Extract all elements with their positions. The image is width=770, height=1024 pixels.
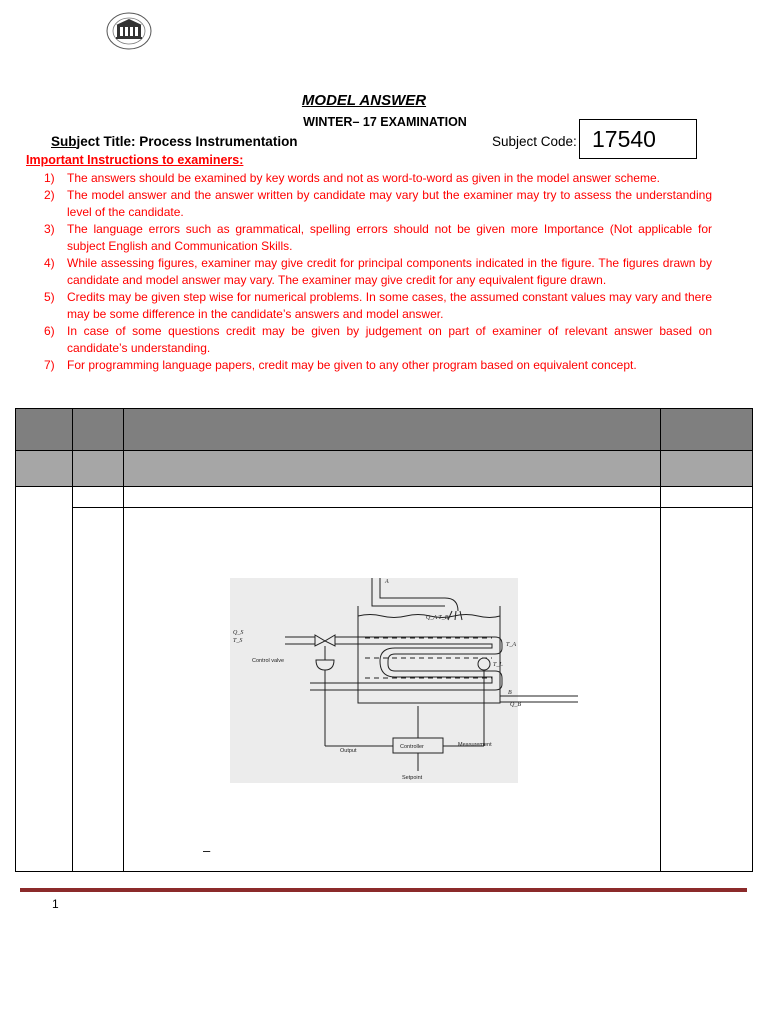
- instruction-number: 7): [44, 358, 55, 372]
- footer-divider: [20, 888, 747, 892]
- label-measurement: Measurement: [458, 742, 492, 748]
- instruction-number: 5): [44, 290, 55, 304]
- instruction-item: [44, 289, 712, 323]
- instruction-item: [44, 323, 712, 357]
- label-qa-tb: Q_A T_B: [426, 615, 449, 621]
- subject-code-label: Subject Code:: [492, 134, 577, 149]
- instruction-item: [44, 357, 712, 374]
- label-setpoint: Setpoint: [402, 775, 423, 781]
- subject-code-value: 17540: [592, 125, 656, 152]
- instructions-heading: Important Instructions to examiners:: [26, 153, 244, 167]
- instruction-text: Credits may be given step wise for numerical problems. In some cases, the assumed constant values may vary and there may be some difference in the candidate’s answers and model answer.: [67, 290, 712, 321]
- label-ts: T_S: [233, 638, 243, 644]
- instruction-text: The answers should be examined by key words and not as word-to-word as given in the model answer scheme.: [67, 171, 660, 185]
- subject-title-rest: ject Title: Process Instrumentation: [76, 134, 298, 149]
- instruction-item: [44, 187, 712, 221]
- exam-title: WINTER– 17 EXAMINATION: [303, 115, 467, 129]
- label-b: B: [508, 690, 512, 696]
- label-a: A: [385, 579, 389, 585]
- institution-seal-icon: [104, 10, 154, 52]
- instruction-number: 4): [44, 256, 55, 270]
- instruction-number: 1): [44, 171, 55, 185]
- label-control-valve: Control valve: [252, 658, 285, 664]
- instruction-text: For programming language papers, credit may be given to any other program based on equivalent concept.: [67, 358, 637, 372]
- instruction-item: [44, 221, 712, 255]
- label-output: Output: [340, 748, 357, 754]
- instruction-number: 2): [44, 188, 55, 202]
- dash-mark: –: [203, 843, 211, 858]
- instruction-item: [44, 170, 712, 187]
- process-control-diagram: [230, 578, 521, 783]
- label-controller: Controller: [400, 744, 424, 750]
- subject-title: [51, 134, 298, 149]
- instruction-number: 3): [44, 222, 55, 236]
- instruction-number: 6): [44, 324, 55, 338]
- instruction-text: The language errors such as grammatical, spelling errors should not be given more Importance (Not applicable for subject English and Communication Skills.: [67, 222, 712, 253]
- page-number: 1: [52, 897, 59, 911]
- label-ta: T_A: [506, 642, 517, 648]
- model-answer-heading: MODEL ANSWER: [301, 92, 427, 109]
- instruction-item: [44, 255, 712, 289]
- instruction-text: While assessing figures, examiner may give credit for principal components indicated in the figure. The figures drawn by candidate and model answer may vary. The examiner may give credit for any equivalent figure drawn.: [67, 256, 712, 287]
- instruction-text: The model answer and the answer written by candidate may vary but the examiner may try to assess the understanding level of the candidate.: [67, 188, 712, 219]
- instructions-list: [44, 170, 712, 374]
- label-qs: Q_S: [233, 630, 244, 636]
- subject-title-prefix: Sub: [51, 134, 77, 149]
- label-qb: Q_B: [510, 702, 521, 708]
- table-subheader-row: [15, 450, 753, 486]
- instruction-text: In case of some questions credit may be given by judgement on part of examiner of relevant answer based on candidate’s understanding.: [67, 324, 712, 355]
- subject-code-box: [579, 119, 697, 159]
- table-header-row: [15, 408, 753, 450]
- label-tl: T_L: [493, 662, 503, 668]
